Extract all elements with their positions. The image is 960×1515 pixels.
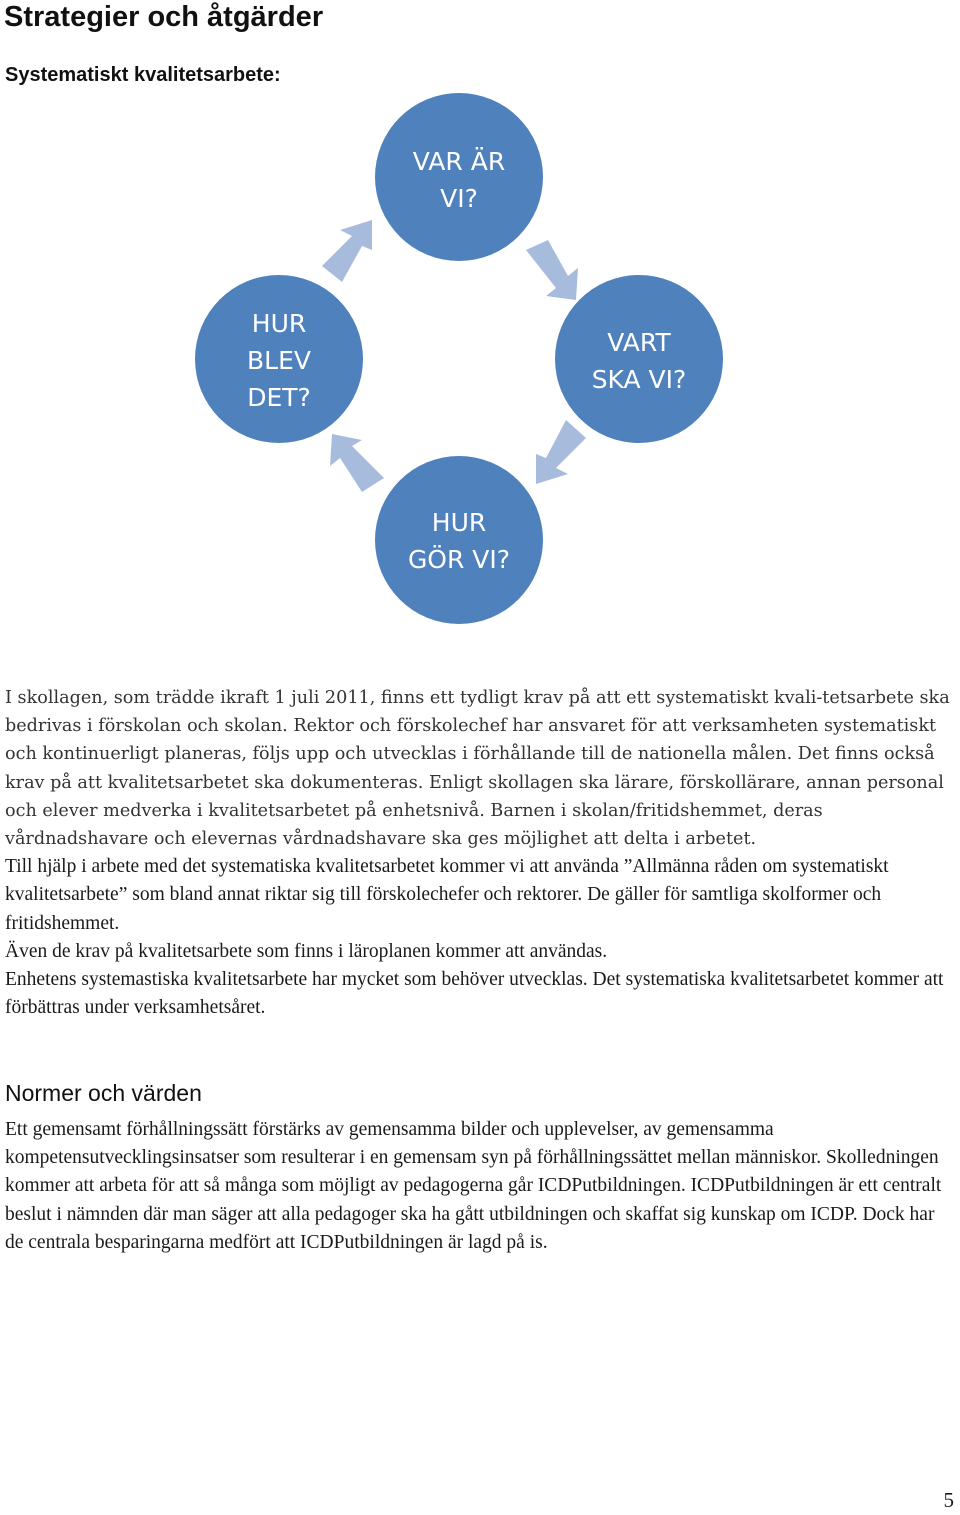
node-label: BLEV — [247, 346, 311, 375]
paragraph-skollagen: I skollagen, som trädde ikraft 1 juli 2011, finns ett tydligt krav på att ett systematiskt kvali-tetsarbete ska bedrivas i förskolan och skolan. Rektor och förskolechef har ansvaret för att verksamheten systematiskt och kontinuerligt planeras, följs upp och utvecklas i förhållande till de nationella målen. Det finns också krav på att kvalitetsarbetet ska dokumenteras. Enligt skollagen ska lärare, förskollärare, annan personal och elever medverka i kvalitetsarbetet på enhetsnivå. Barnen i skolan/fritidshemmet, deras vårdnadshavare och elevernas vårdnadshavare ska ges möjlighet att delta i arbetet. — [5, 688, 950, 850]
section-normer-och-varden — [5, 1116, 957, 1257]
cycle-node-var-ar-vi — [375, 93, 543, 261]
arrow-top-left — [322, 220, 372, 282]
node-label: HUR — [251, 309, 307, 338]
arrow-bottom-right — [536, 420, 586, 484]
paragraph-allmanna-raden: Till hjälp i arbete med det systematiska kvalitetsarbetet kommer vi att använda ”Allmänna råden om systematiskt kvalitetsarbete” som bland annat riktar sig till förskolechefer och rektorer. De gäller för samtliga skolformer och fritidshemmet. — [5, 856, 889, 934]
page-heading: Strategier och åtgärder — [4, 1, 324, 33]
node-label: GÖR VI? — [407, 545, 511, 574]
section-systematiskt-kvalitetsarbete — [5, 684, 957, 1022]
cycle-diagram — [0, 0, 960, 660]
paragraph-enhetens-arbete: Enhetens systemastiska kvalitetsarbete har mycket som behöver utvecklas. Det systematiska kvalitetsarbetet kommer att förbättras under verksamhetsåret. — [5, 969, 944, 1019]
section-heading-normer-och-varden: Normer och värden — [5, 1080, 202, 1106]
arrow-top-right — [526, 240, 578, 300]
node-label: VAR ÄR — [412, 147, 506, 176]
node-label: DET? — [247, 383, 311, 412]
paragraph-normer: Ett gemensamt förhållningssätt förstärks av gemensamma bilder och upplevelser, av gemensamma kompetensutvecklingsinsatser som resulterar i en gemensam syn på förhållningssättet mellan människor. Skolledningen kommer att arbeta för att så många som möjligt av pedagogerna går ICDPutbildningen. ICDPutbildningen är ett centralt beslut i nämnden där man säger att alla pedagoger ska ha gått utbildningen och skaffat sig kunskap om ICDP. Dock har de centrala besparingarna medfört att ICDPutbildningen är lagd på is. — [5, 1119, 942, 1253]
node-label: HUR — [431, 508, 487, 537]
arrow-bottom-left — [330, 434, 384, 492]
cycle-node-hur-blev-det — [195, 275, 363, 443]
paragraph-laroplanen: Även de krav på kvalitetsarbete som finns i läroplanen kommer att användas. — [5, 940, 608, 962]
page-number: 5 — [943, 1488, 954, 1512]
node-label: SKA VI? — [591, 365, 687, 394]
node-label: VI? — [440, 184, 478, 213]
cycle-node-hur-gor-vi — [375, 456, 543, 624]
cycle-node-vart-ska-vi — [555, 275, 723, 443]
node-label: VART — [607, 328, 671, 357]
subheading: Systematiskt kvalitetsarbete: — [5, 64, 281, 86]
